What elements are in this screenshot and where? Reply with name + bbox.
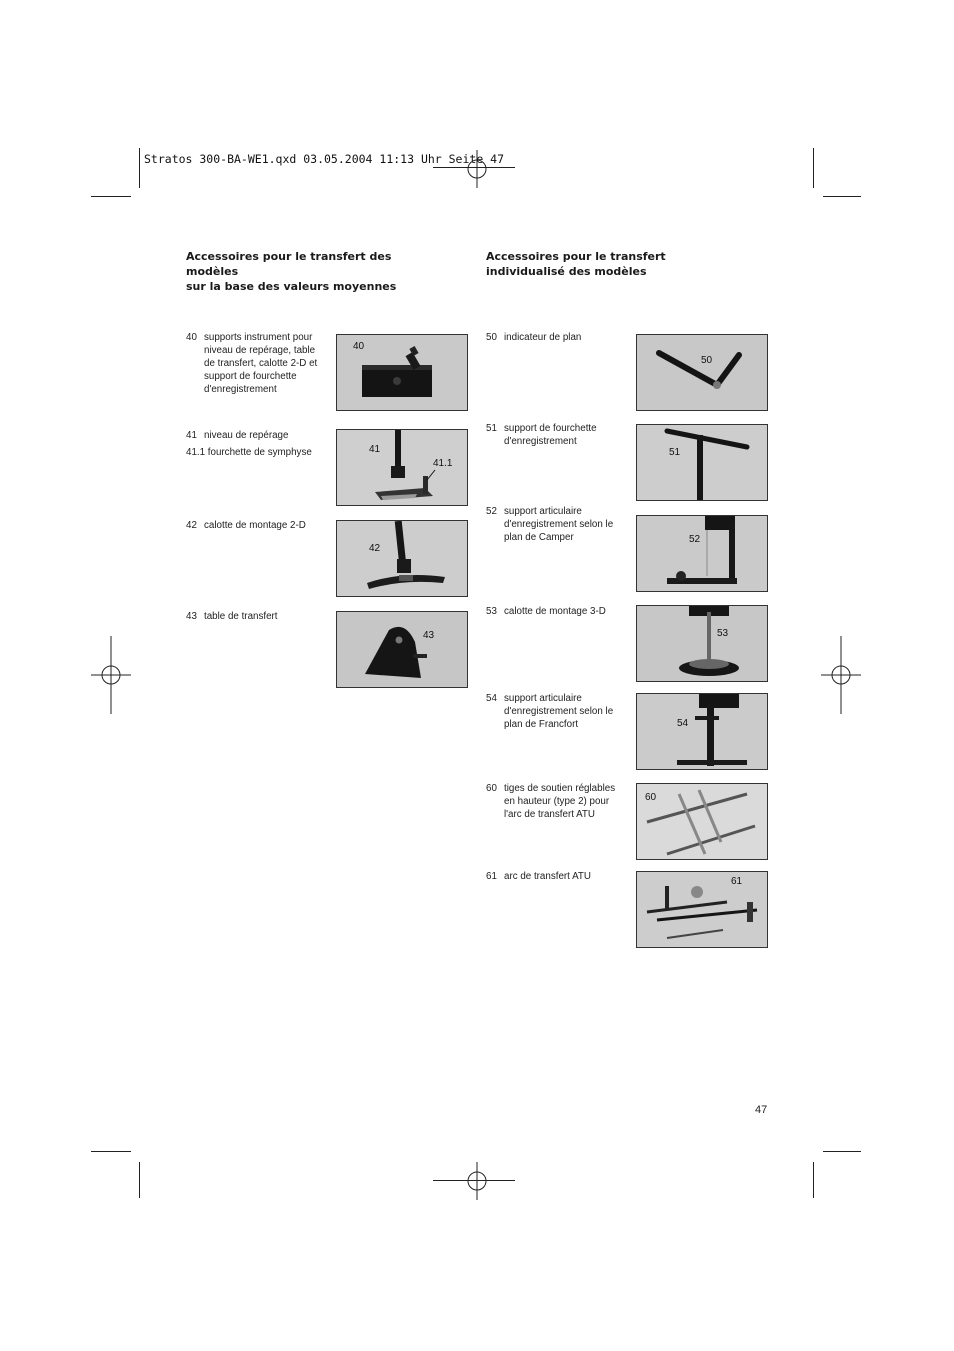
item-number: 53 <box>486 606 497 617</box>
product-photo <box>636 334 768 411</box>
product-photo <box>636 693 768 770</box>
item-number: 51 <box>486 423 497 434</box>
item-description: support de fourchette d'enregistrement <box>504 423 597 447</box>
registration-target-icon <box>458 1162 496 1200</box>
photo-label: 43 <box>423 630 435 641</box>
file-slug: Stratos 300-BA-WE1.qxd 03.05.2004 11:13 Uhr Seite 47 <box>144 152 505 166</box>
photo-label: 51 <box>669 447 681 458</box>
item-41-1: 41.1 fourchette de symphyse <box>186 447 312 458</box>
item-description: indicateur de plan <box>504 332 582 343</box>
item-description: support articulaire d'enregistrement selon le plan de Camper <box>504 506 614 543</box>
product-photo <box>336 520 468 597</box>
item-number: 61 <box>486 871 497 882</box>
item-description: calotte de montage 3-D <box>504 606 606 617</box>
photo-label: 54 <box>677 718 689 729</box>
photo-label: 42 <box>369 543 381 554</box>
product-photo <box>636 515 768 592</box>
product-photo <box>636 871 768 948</box>
registration-target-icon <box>821 636 861 714</box>
item-number: 40 <box>186 332 197 343</box>
product-photo <box>336 429 468 506</box>
registration-target-icon <box>458 150 496 188</box>
item-description: niveau de repérage <box>204 430 289 441</box>
product-photo <box>336 334 468 411</box>
product-photo <box>636 783 768 860</box>
registration-target-icon <box>91 636 131 714</box>
photo-label: 41 <box>369 444 381 455</box>
photo-label: 60 <box>645 792 657 803</box>
item-number: 50 <box>486 332 497 343</box>
item-number: 42 <box>186 520 197 531</box>
item-description: arc de transfert ATU <box>504 871 591 882</box>
right-heading: Accessoires pour le transfert individualisé des modèles <box>486 250 666 278</box>
item-number: 43 <box>186 611 197 622</box>
product-photo <box>636 605 768 682</box>
page-number: 47 <box>755 1104 768 1116</box>
item-number: 41 <box>186 430 197 441</box>
left-heading: Accessoires pour le transfert des modèles sur la base des valeurs moyennes <box>186 250 397 293</box>
photo-label: 40 <box>353 341 365 352</box>
item-description: table de transfert <box>204 611 278 622</box>
photo-label: 52 <box>689 534 701 545</box>
item-number: 52 <box>486 506 497 517</box>
item-number: 54 <box>486 693 497 704</box>
item-description: support articulaire d'enregistrement selon le plan de Francfort <box>504 693 614 730</box>
item-description: supports instrument pour niveau de repérage, table de transfert, calotte 2-D et support de fourchette d'enregistrement <box>204 332 318 395</box>
photo-label-2: 41.1 <box>433 458 453 469</box>
product-photo <box>336 611 468 688</box>
item-description: tiges de soutien réglables en hauteur (type 2) pour l'arc de transfert ATU <box>504 783 616 820</box>
item-description: calotte de montage 2-D <box>204 520 306 531</box>
photo-label: 50 <box>701 355 713 366</box>
item-number: 60 <box>486 783 497 794</box>
photo-label: 61 <box>731 876 743 887</box>
photo-label: 53 <box>717 628 729 639</box>
product-photo <box>636 424 768 501</box>
